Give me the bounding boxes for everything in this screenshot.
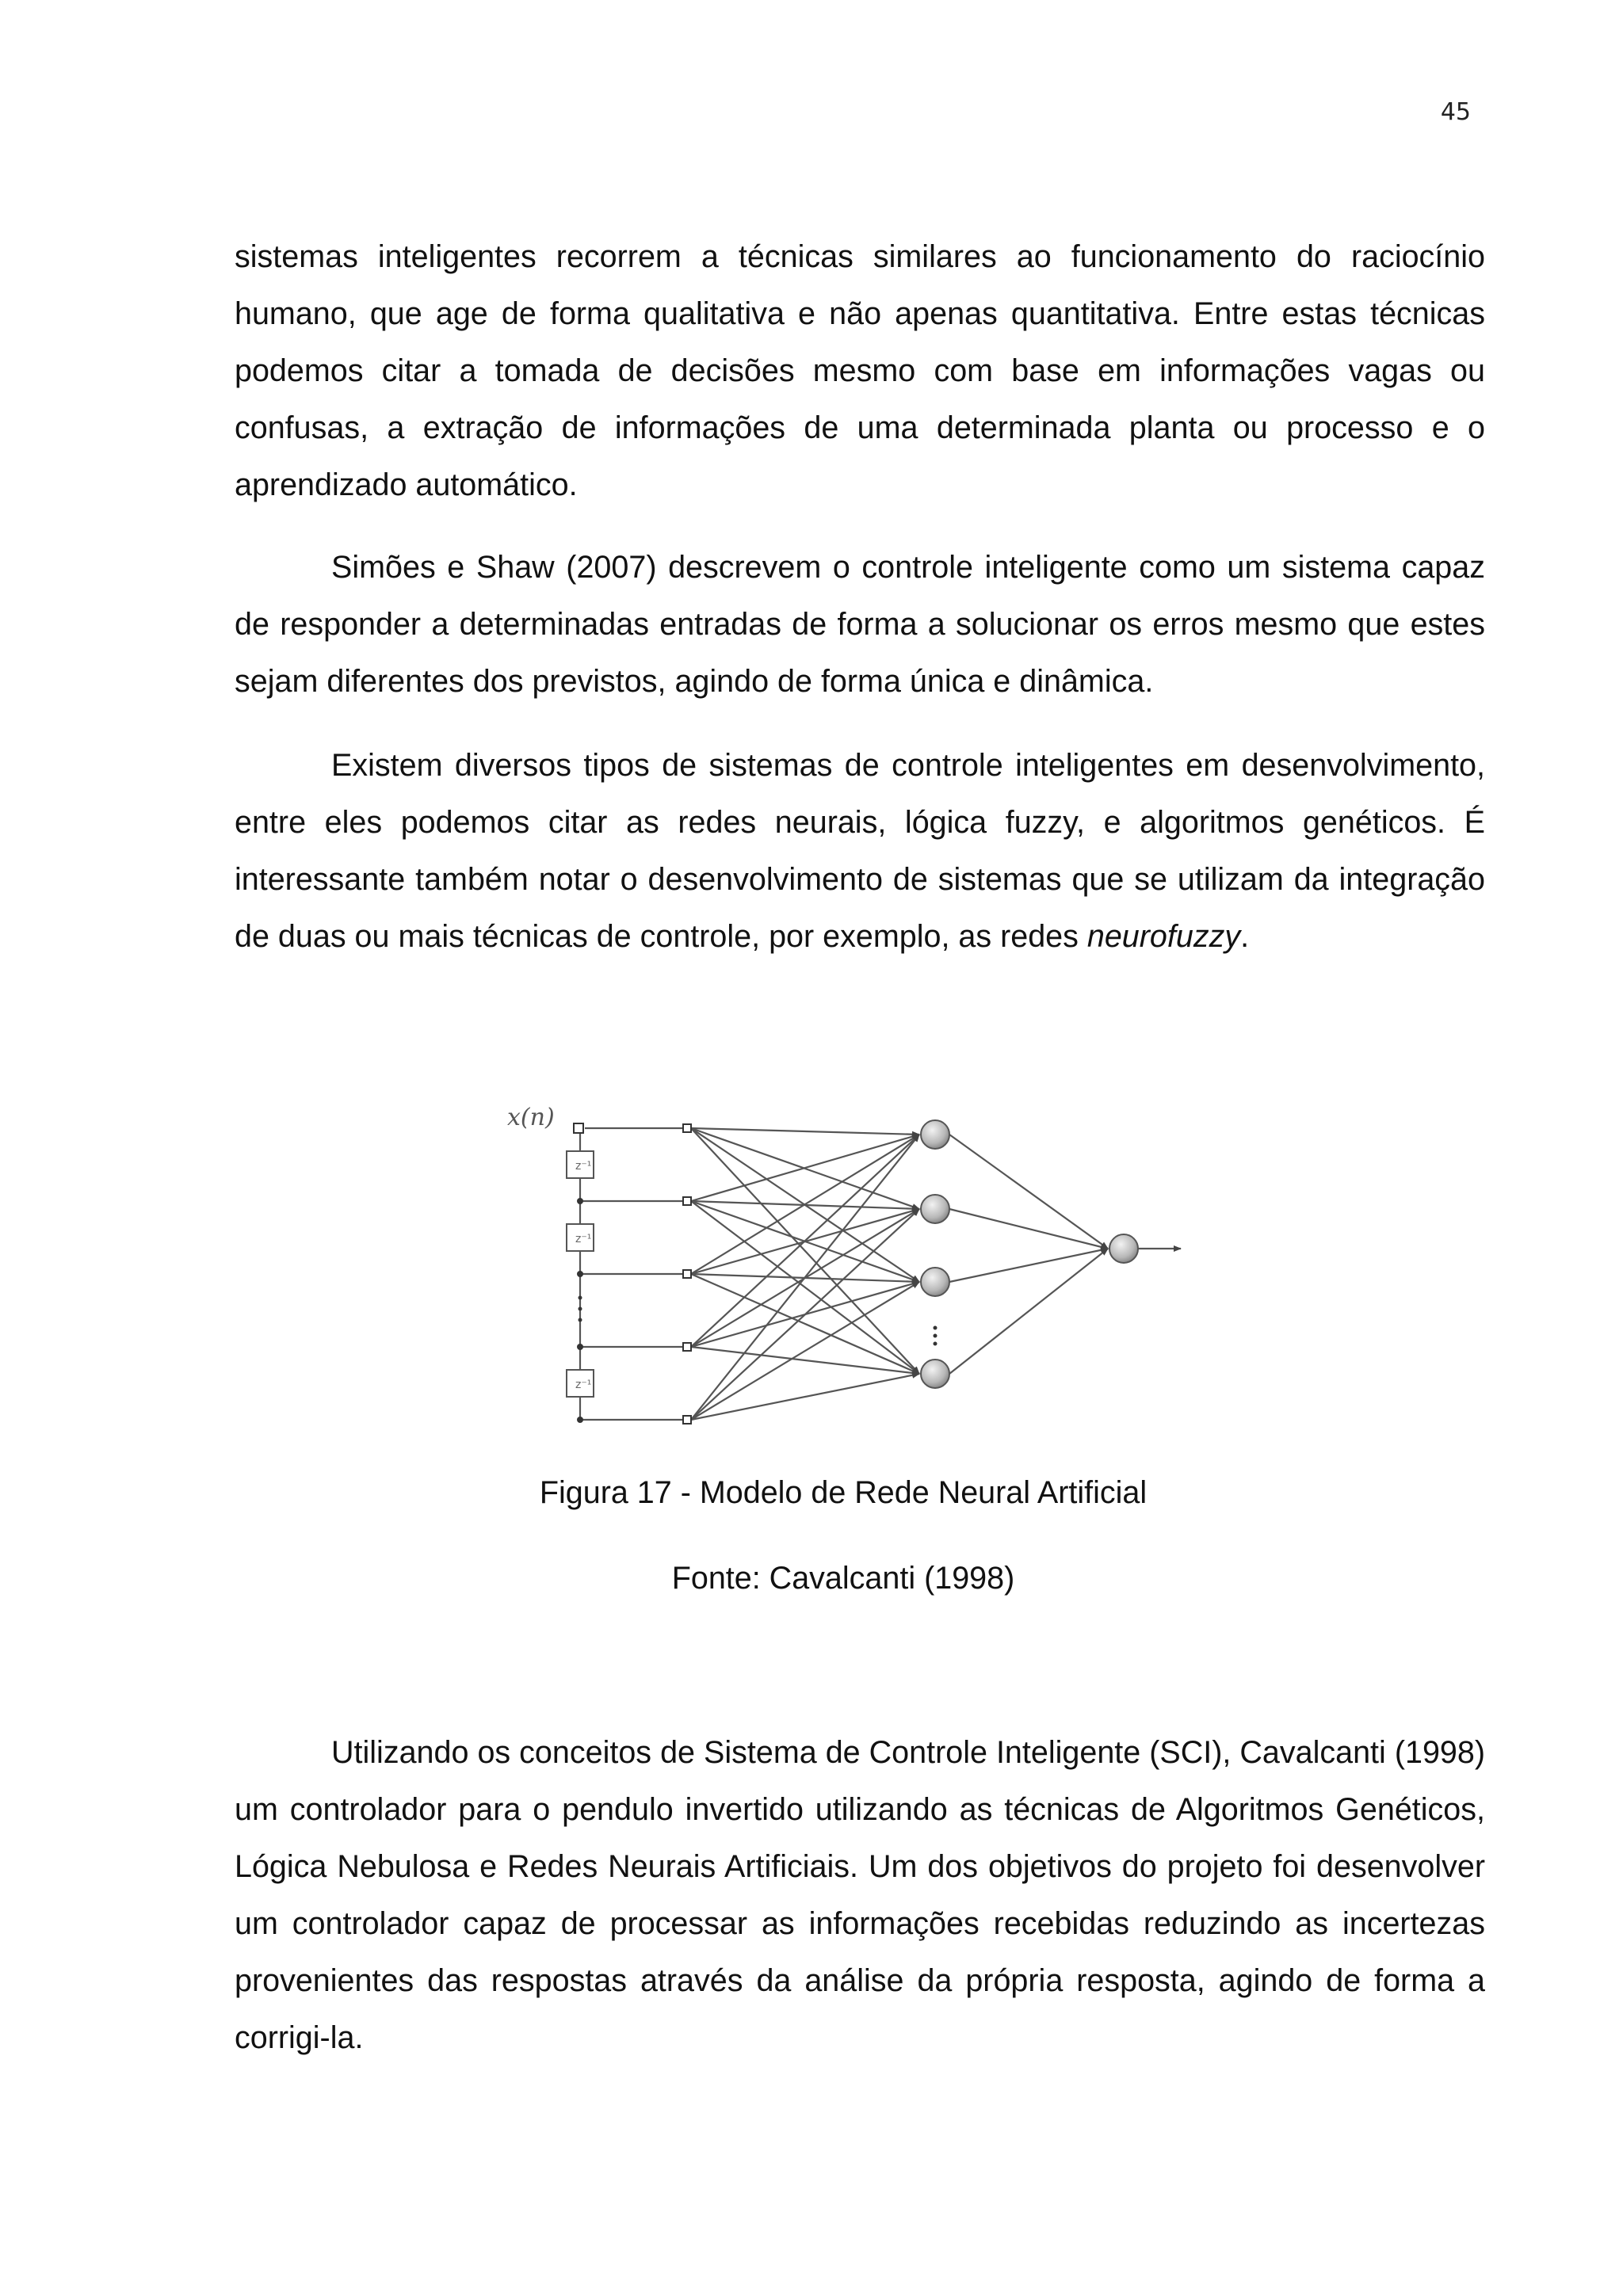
hidden-ellipsis-dot: [934, 1326, 938, 1330]
neurofuzzy-term: neurofuzzy: [1086, 919, 1241, 954]
weight-line: [691, 1135, 919, 1201]
hidden-neuron: [921, 1120, 949, 1149]
output-weight-line: [949, 1209, 1108, 1249]
neural-network-figure: [475, 1093, 1205, 1450]
input-label: x(n): [507, 1104, 555, 1131]
delay-label: z⁻¹: [575, 1379, 592, 1391]
figure-caption: Figura 17 - Modelo de Rede Neural Artificial: [539, 1475, 1148, 1510]
output-weight-line: [949, 1135, 1108, 1249]
hidden-ellipsis-dot: [934, 1334, 938, 1338]
ellipsis-dot: [579, 1318, 582, 1322]
paragraph-3: [235, 737, 1485, 965]
weight-line: [691, 1128, 919, 1135]
weight-line: [691, 1135, 919, 1420]
junction-dot: [577, 1271, 583, 1277]
output-weight-line: [949, 1249, 1108, 1282]
junction-dot: [577, 1417, 583, 1423]
hidden-ellipsis-dot: [934, 1342, 938, 1346]
tap-node: [683, 1197, 691, 1205]
paragraph-1: sistemas inteligentes recorrem a técnicas similares ao funcionamento do raciocínio humano, que age de forma qualitativa e não apenas quantitativa. Entre estas técnicas podemos citar a tomada de decisões mesmo com base em informações vagas ou confusas, a extração de informações de uma determinada planta ou processo e o aprendizado automático.: [235, 239, 1485, 502]
output-weight-line: [949, 1249, 1108, 1374]
hidden-neuron: [921, 1360, 949, 1388]
output-neuron: [1109, 1234, 1138, 1263]
paragraph-3-end: .: [1240, 919, 1250, 954]
ellipsis-dot: [579, 1307, 582, 1311]
paragraph-4: Utilizando os conceitos de Sistema de Controle Inteligente (SCI), Cavalcanti (1998) um controlador para o pendulo invertido utilizando as técnicas de Algoritmos Genéticos, Lógica Nebulosa e Redes Neurais Artificiais. Um dos objetivos do projeto foi desenvolver um controlador capaz de processar as informações recebidas reduzindo as incertezas provenientes das respostas através da análise da própria resposta, agindo de forma a corrigi-la.: [235, 1735, 1485, 2055]
page-number: 45: [1440, 98, 1471, 126]
weight-line: [691, 1274, 919, 1374]
paragraph-2: Simões e Shaw (2007) descrevem o controle inteligente como um sistema capaz de responder a determinadas entradas de forma a solucionar os erros mesmo que estes sejam diferentes dos previstos, agindo de forma única e dinâmica.: [235, 550, 1485, 699]
tap-node: [683, 1343, 691, 1351]
ellipsis-dot: [579, 1296, 582, 1300]
delay-label: z⁻¹: [575, 1160, 592, 1173]
input-node: [574, 1123, 583, 1133]
hidden-neuron: [921, 1195, 949, 1223]
weight-line: [691, 1201, 919, 1374]
weight-line: [691, 1374, 919, 1420]
tap-node: [683, 1270, 691, 1278]
tap-node: [683, 1416, 691, 1424]
tap-node: [683, 1124, 691, 1132]
paragraph-3-text: Existem diversos tipos de sistemas de controle inteligentes em desenvolvimento, entre eles podemos citar as redes neurais, lógica fuzzy, e algoritmos genéticos. É interessante também notar o desenvolvimento de sistemas que se utilizam da integração de duas ou mais técnicas de controle, por exemplo, as redes: [235, 748, 1485, 954]
neural-network-diagram: [475, 1093, 1205, 1450]
weight-line: [691, 1135, 919, 1274]
figure-source: Fonte: Cavalcanti (1998): [671, 1561, 1015, 1596]
hidden-neuron: [921, 1268, 949, 1296]
junction-dot: [577, 1344, 583, 1350]
junction-dot: [577, 1198, 583, 1204]
delay-label: z⁻¹: [575, 1233, 592, 1245]
